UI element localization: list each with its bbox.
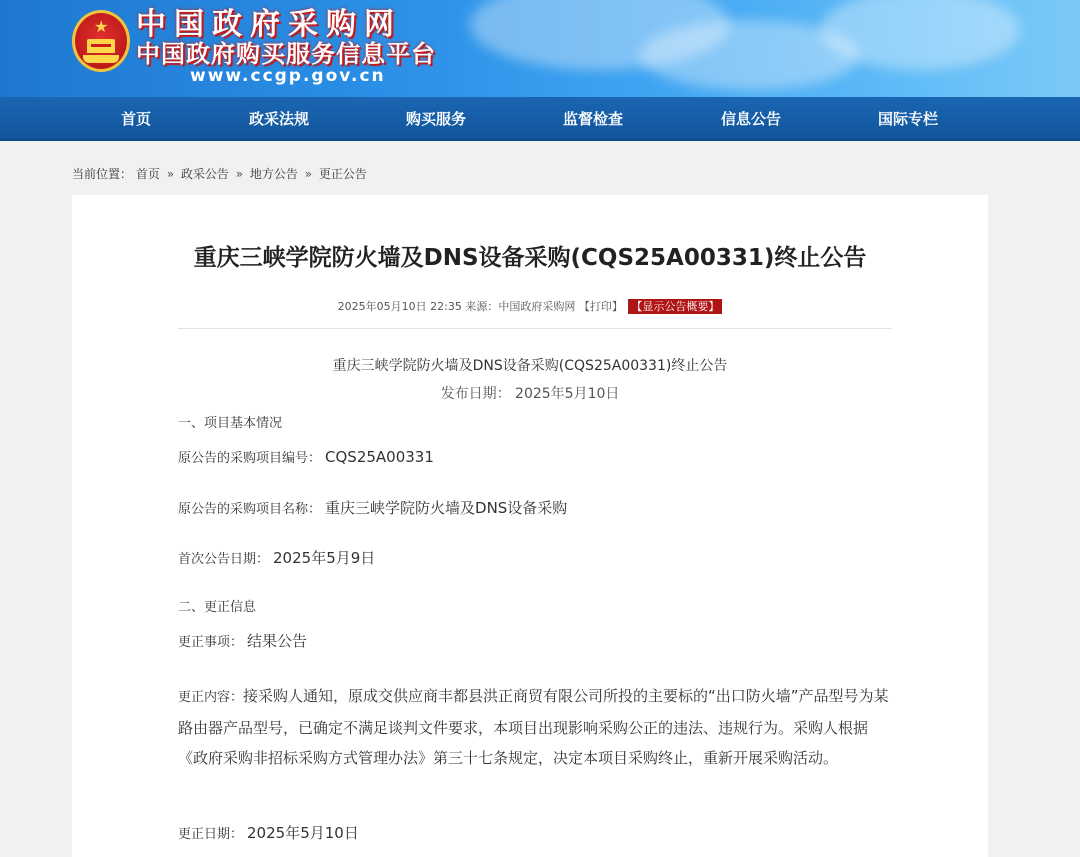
breadcrumb-prefix: 当前位置： <box>72 167 133 181</box>
section-correction-heading <box>178 597 256 618</box>
orig-project-number-label: 原公告的采购项目编号： <box>178 451 322 466</box>
breadcrumb-item-correction[interactable]: 更正公告 <box>318 167 367 181</box>
breadcrumb-item-local[interactable]: 地方公告 <box>249 167 298 181</box>
breadcrumb-separator: » <box>304 167 313 181</box>
correction-date-row <box>178 823 359 845</box>
nav-item-supervision[interactable]: 监督检查 <box>562 110 623 128</box>
breadcrumb-item-home[interactable]: 首页 <box>135 167 160 181</box>
nav-item-announcements[interactable]: 信息公告 <box>720 110 781 128</box>
meta-datetime: 2025年05月10日 22:35 <box>337 300 462 313</box>
orig-project-number-row <box>178 447 434 469</box>
show-summary-button[interactable]: 【显示公告概要】 <box>628 299 722 314</box>
first-announce-date-row <box>178 548 375 570</box>
breadcrumb-separator: » <box>235 167 244 181</box>
site-title: 中国政府采购网 <box>136 7 402 42</box>
announcement-subtitle: 重庆三峡学院防火墙及DNS设备采购(CQS25A00331)终止公告 <box>332 358 728 374</box>
correction-item-value: 结果公告 <box>247 632 308 650</box>
first-announce-date-value: 2025年5月9日 <box>273 549 376 567</box>
section-correction-text: 二、更正信息 <box>178 600 257 615</box>
nav-item-international[interactable]: 国际专栏 <box>877 110 938 128</box>
section-basic-info-heading <box>178 413 282 434</box>
section-basic-info-text: 一、项目基本情况 <box>178 416 283 431</box>
first-announce-date-label: 首次公告日期： <box>178 552 270 567</box>
correction-item-label: 更正事项： <box>178 635 244 650</box>
meta-source: 来源：中国政府采购网 <box>465 300 576 313</box>
correction-content-value: 接采购人通知，原成交供应商丰都县洪正商贸有限公司所投的主要标的“出口防火墙”产品型号为某路由器产品型号，已确定不满足谈判文件要求，本项目出现影响采购公正的违法、违规行为。采购人根据《政府采购非招标采购方式管理办法》第三十七条规定，决定本项目采购终止，重新开展采购活动。 <box>178 687 889 767</box>
publish-date <box>72 384 988 404</box>
print-link[interactable]: 【打印】 <box>578 300 623 313</box>
orig-project-name-label: 原公告的采购项目名称： <box>178 502 322 517</box>
article-meta <box>72 299 988 315</box>
site-subtitle: 中国政府购买服务信息平台 <box>136 40 436 68</box>
orig-project-number-value: CQS25A00331 <box>325 448 434 466</box>
site-url: www.ccgp.gov.cn <box>190 66 386 86</box>
breadcrumb <box>72 166 367 182</box>
nav-item-home[interactable]: 首页 <box>120 110 151 128</box>
correction-date-label: 更正日期： <box>178 827 244 842</box>
nav-item-regulations[interactable]: 政采法规 <box>248 110 309 128</box>
breadcrumb-item-announcements[interactable]: 政采公告 <box>180 167 229 181</box>
article-card <box>72 195 988 857</box>
national-emblem-icon: ★ <box>72 10 130 72</box>
nav-item-purchase-services[interactable]: 购买服务 <box>405 110 466 128</box>
breadcrumb-separator: » <box>166 167 175 181</box>
publish-date-label: 发布日期： <box>440 386 511 402</box>
correction-date-value: 2025年5月10日 <box>247 824 359 842</box>
correction-content-paragraph <box>178 681 890 773</box>
orig-project-name-row <box>178 498 567 520</box>
correction-item-row <box>178 631 307 653</box>
publish-date-value: 2025年5月10日 <box>515 386 620 402</box>
article-title: 重庆三峡学院防火墙及DNS设备采购(CQS25A00331)终止公告 <box>193 245 867 271</box>
main-nav <box>0 97 1080 141</box>
correction-content-label: 更正内容： <box>178 690 244 705</box>
orig-project-name-value: 重庆三峡学院防火墙及DNS设备采购 <box>325 499 568 517</box>
site-banner <box>0 0 1080 97</box>
title-divider <box>178 328 892 329</box>
